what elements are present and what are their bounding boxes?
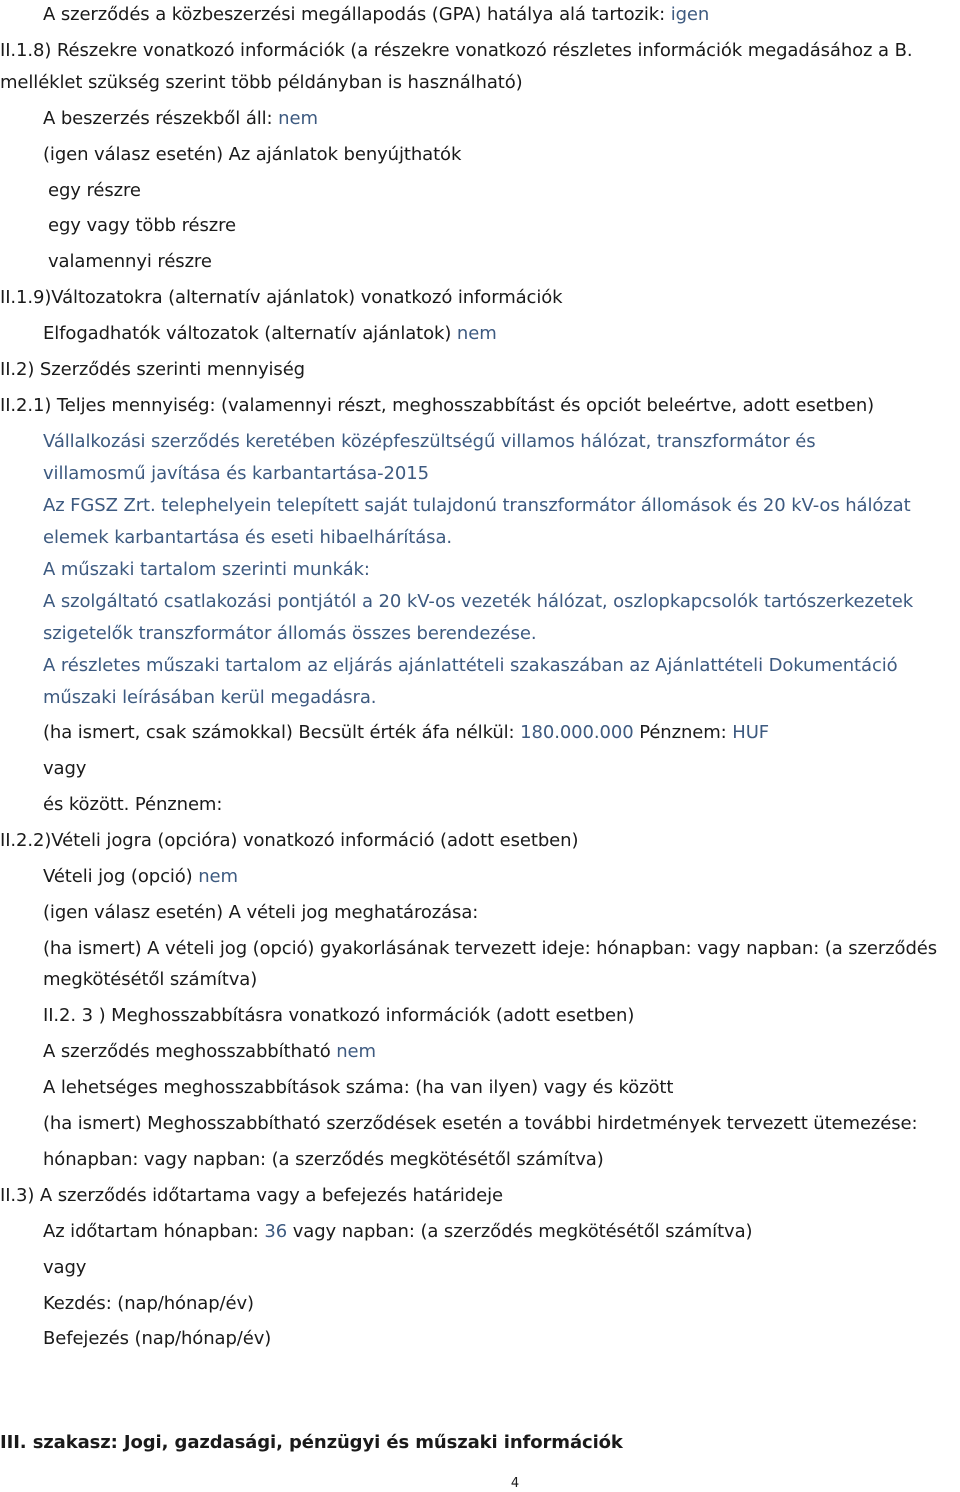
- or-text-2: vagy: [43, 1257, 87, 1278]
- section-ii-1-9-heading: II.1.9)Változatokra (alternatív ajánlatok) vonatkozó információk: [0, 287, 563, 308]
- section-ii-1-8-heading-line2: melléklet szükség szerint több példányban is használható): [0, 72, 523, 93]
- parts-label: A beszerzés részekből áll:: [43, 108, 273, 129]
- duration-value: 36: [264, 1221, 288, 1242]
- range-text: és között. Pénznem:: [43, 794, 223, 815]
- duration-line: [43, 1221, 752, 1243]
- extension-schedule-line-2: hónapban: vagy napban: (a szerződés megkötésétől számítva): [43, 1149, 604, 1170]
- description-line-6: A szolgáltató csatlakozási pontjától a 20 kV-os vezeték hálózat, oszlopkapcsolók tartószerkezetek: [43, 591, 914, 612]
- description-line-2: villamosmű javítása és karbantartása-2015: [43, 463, 429, 484]
- option-definition: (igen válasz esetén) A vételi jog meghatározása:: [43, 902, 479, 923]
- parts-line: [43, 108, 318, 130]
- option-value: nem: [198, 866, 238, 887]
- or-text-1: vagy: [43, 758, 87, 779]
- description-line-8: A részletes műszaki tartalom az eljárás ajánlattételi szakaszában az Ajánlattételi Dokumentáció: [43, 655, 898, 676]
- option-line: [43, 866, 238, 888]
- gpa-line: [43, 4, 709, 26]
- description-line-4: elemek karbantartása és eseti hibaelhárítása.: [43, 527, 452, 548]
- section-ii-2-2-heading: II.2.2)Vételi jogra (opcióra) vonatkozó információ (adott esetben): [0, 830, 579, 851]
- variants-label: Elfogadhatók változatok (alternatív ajánlatok): [43, 323, 452, 344]
- extension-value: nem: [336, 1041, 376, 1062]
- section-ii-3-heading: II.3) A szerződés időtartama vagy a befejezés határideje: [0, 1185, 503, 1206]
- variants-value: nem: [456, 323, 497, 344]
- section-ii-1-8-heading-line1: II.1.8) Részekre vonatkozó információk (a részekre vonatkozó részletes információk megadásához a B.: [0, 40, 913, 61]
- submit-label: (igen válasz esetén) Az ajánlatok benyújthatók: [43, 144, 462, 165]
- start-date: Kezdés: (nap/hónap/év): [43, 1293, 254, 1314]
- estimated-value-label: (ha ismert, csak számokkal) Becsült érték áfa nélkül:: [43, 722, 515, 743]
- option-timing-line-1: (ha ismert) A vételi jog (opció) gyakorlásának tervezett ideje: hónapban: vagy napban: (a szerződés: [43, 938, 938, 959]
- section-ii-2-3-heading: II.2. 3 ) Meghosszabbításra vonatkozó információk (adott esetben): [43, 1005, 635, 1026]
- extension-label: A szerződés meghosszabbítható: [43, 1041, 331, 1062]
- option-label: Vételi jog (opció): [43, 866, 193, 887]
- currency-label: Pénznem:: [639, 722, 727, 743]
- extension-line: [43, 1041, 376, 1063]
- option-all-parts: valamennyi részre: [48, 251, 212, 272]
- duration-post: vagy napban: (a szerződés megkötésétől számítva): [292, 1221, 753, 1242]
- gpa-value: igen: [670, 4, 710, 25]
- description-line-3: Az FGSZ Zrt. telephelyein telepített saját tulajdonú transzformátor állomások és 20 kV-os hálózat: [43, 495, 911, 516]
- parts-value: nem: [278, 108, 318, 129]
- extension-count: A lehetséges meghosszabbítások száma: (ha van ilyen) vagy és között: [43, 1077, 674, 1098]
- description-line-7: szigetelők transzformátor állomás összes berendezése.: [43, 623, 537, 644]
- option-timing-line-2: megkötésétől számítva): [43, 969, 258, 990]
- estimated-value-amount: 180.000.000: [520, 722, 634, 743]
- page-number: 4: [510, 1476, 520, 1491]
- duration-pre: Az időtartam hónapban:: [43, 1221, 259, 1242]
- option-one-or-more-parts: egy vagy több részre: [48, 215, 236, 236]
- section-ii-2-1-heading: II.2.1) Teljes mennyiség: (valamennyi részt, meghosszabbítást és opciót beleértve, adott esetben): [0, 395, 875, 416]
- section-ii-2-heading: II.2) Szerződés szerinti mennyiség: [0, 359, 305, 380]
- variants-line: [43, 323, 497, 345]
- option-one-part: egy részre: [48, 180, 141, 201]
- description-line-5: A műszaki tartalom szerinti munkák:: [43, 559, 370, 580]
- description-line-9: műszaki leírásában kerül megadásra.: [43, 687, 377, 708]
- currency-value: HUF: [732, 722, 770, 743]
- gpa-label: A szerződés a közbeszerzési megállapodás (GPA) hatálya alá tartozik:: [43, 4, 666, 25]
- extension-schedule-line-1: (ha ismert) Meghosszabbítható szerződések esetén a további hirdetmények tervezett ütemezése:: [43, 1113, 918, 1134]
- estimated-value-line: [43, 722, 769, 744]
- section-iii-heading: III. szakasz: Jogi, gazdasági, pénzügyi és műszaki információk: [0, 1432, 623, 1453]
- end-date: Befejezés (nap/hónap/év): [43, 1328, 272, 1349]
- description-line-1: Vállalkozási szerződés keretében középfeszültségű villamos hálózat, transzformátor és: [43, 431, 816, 452]
